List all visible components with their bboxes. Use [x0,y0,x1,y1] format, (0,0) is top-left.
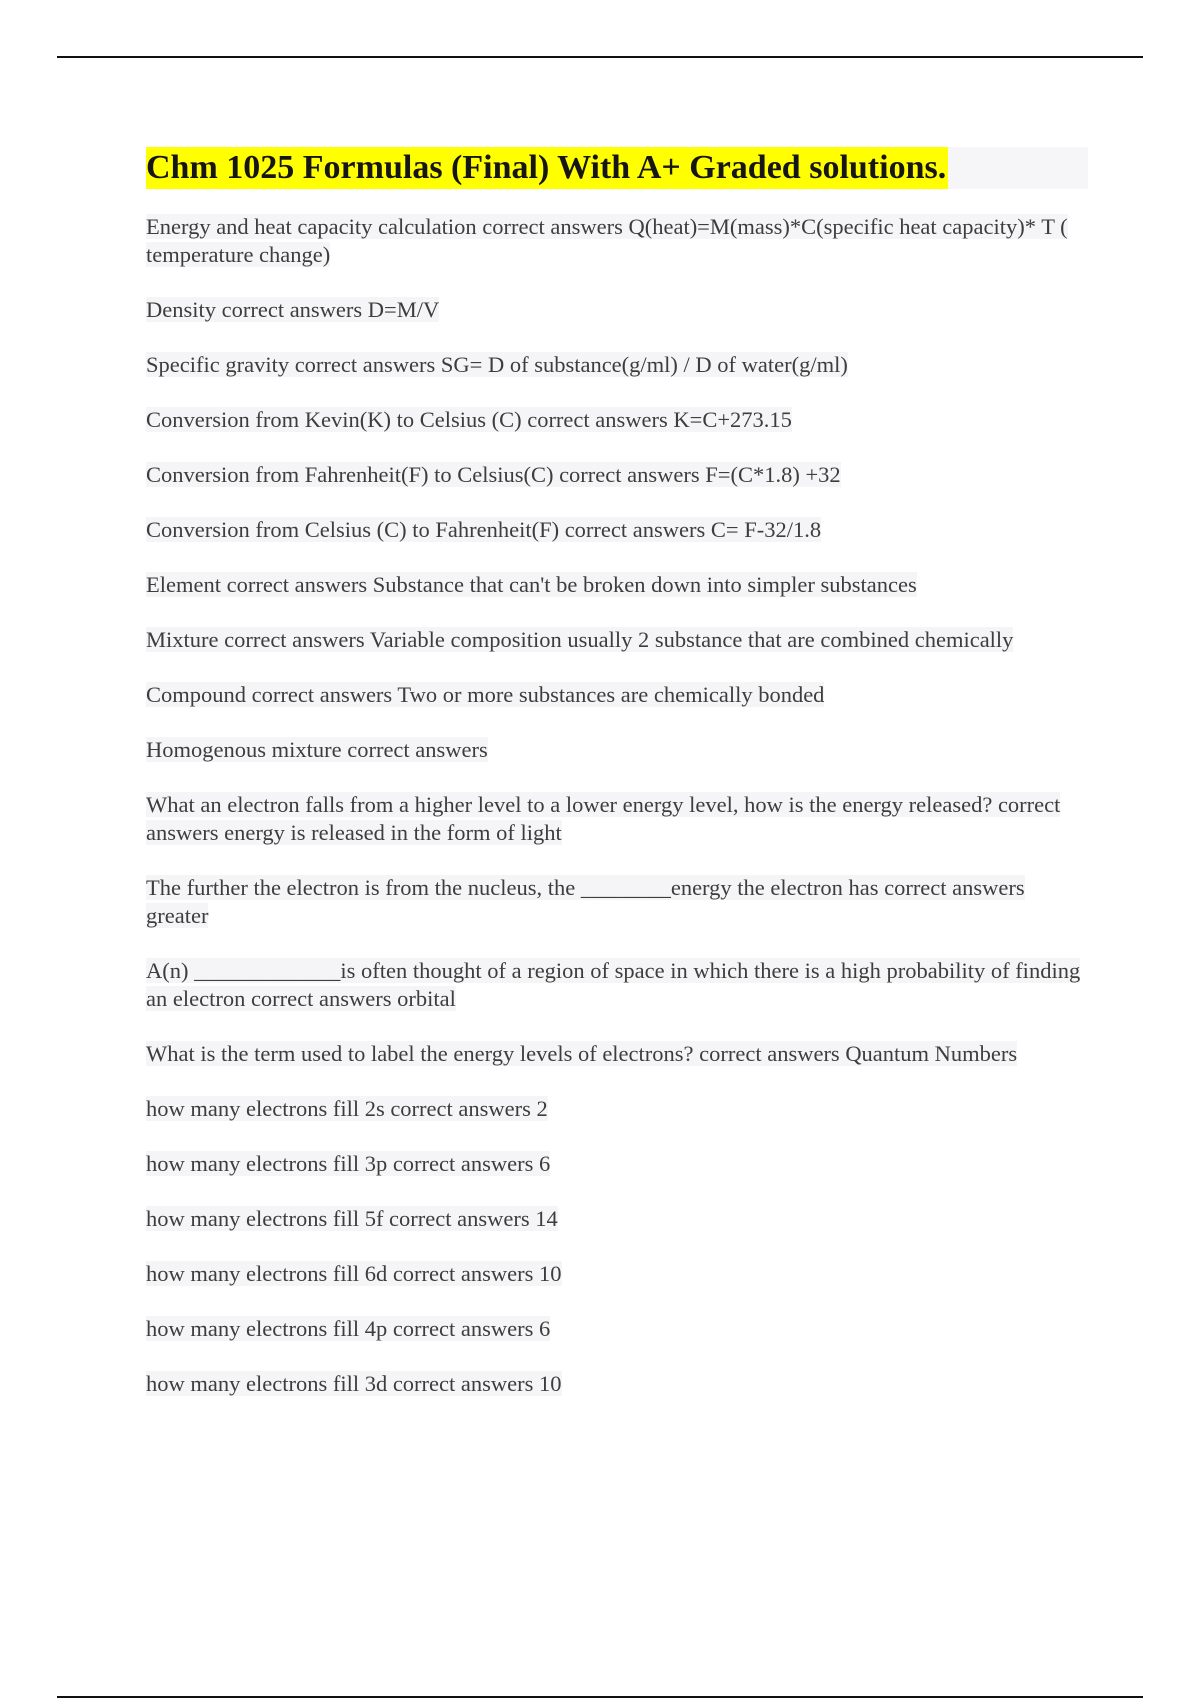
list-item: how many electrons fill 4p correct answers 6 [146,1316,551,1341]
list-item: Conversion from Celsius (C) to Fahrenheit(F) correct answers C= F-32/1.8 [146,517,822,542]
list-item: Conversion from Fahrenheit(F) to Celsius(C) correct answers F=(C*1.8) +32 [146,462,841,487]
list-item: Compound correct answers Two or more substances are chemically bonded [146,682,825,707]
bottom-rule [57,1696,1143,1698]
list-item: Specific gravity correct answers SG= D of substance(g/ml) / D of water(g/ml) [146,352,848,377]
list-item: how many electrons fill 3d correct answers 10 [146,1371,562,1396]
list-item: how many electrons fill 3p correct answers 6 [146,1151,551,1176]
list-item: Density correct answers D=M/V [146,297,440,322]
list-item: how many electrons fill 5f correct answers 14 [146,1206,558,1231]
list-item: Homogenous mixture correct answers [146,737,488,762]
title-bar [146,147,1088,189]
list-item: What an electron falls from a higher level to a lower energy level, how is the energy released? correct answers energy is released in the form of light [146,792,1061,845]
list-item: What is the term used to label the energy levels of electrons? correct answers Quantum Numbers [146,1041,1018,1066]
list-item: A(n) _____________is often thought of a region of space in which there is a high probability of finding an electron correct answers orbital [146,958,1081,1011]
list-item: Mixture correct answers Variable composition usually 2 substance that are combined chemically [146,627,1014,652]
entry-list [146,213,1088,1398]
document-title: Chm 1025 Formulas (Final) With A+ Graded solutions. [146,147,948,189]
list-item: Conversion from Kevin(K) to Celsius (C) correct answers K=C+273.15 [146,407,792,432]
list-item: how many electrons fill 2s correct answers 2 [146,1096,548,1121]
top-rule [57,56,1143,58]
list-item: Energy and heat capacity calculation correct answers Q(heat)=M(mass)*C(specific heat capacity)* T ( temperature change) [146,214,1068,267]
document-body [146,147,1088,1425]
list-item: how many electrons fill 6d correct answers 10 [146,1261,562,1286]
list-item: Element correct answers Substance that can't be broken down into simpler substances [146,572,917,597]
list-item: The further the electron is from the nucleus, the ________energy the electron has correct answers greater [146,875,1025,928]
